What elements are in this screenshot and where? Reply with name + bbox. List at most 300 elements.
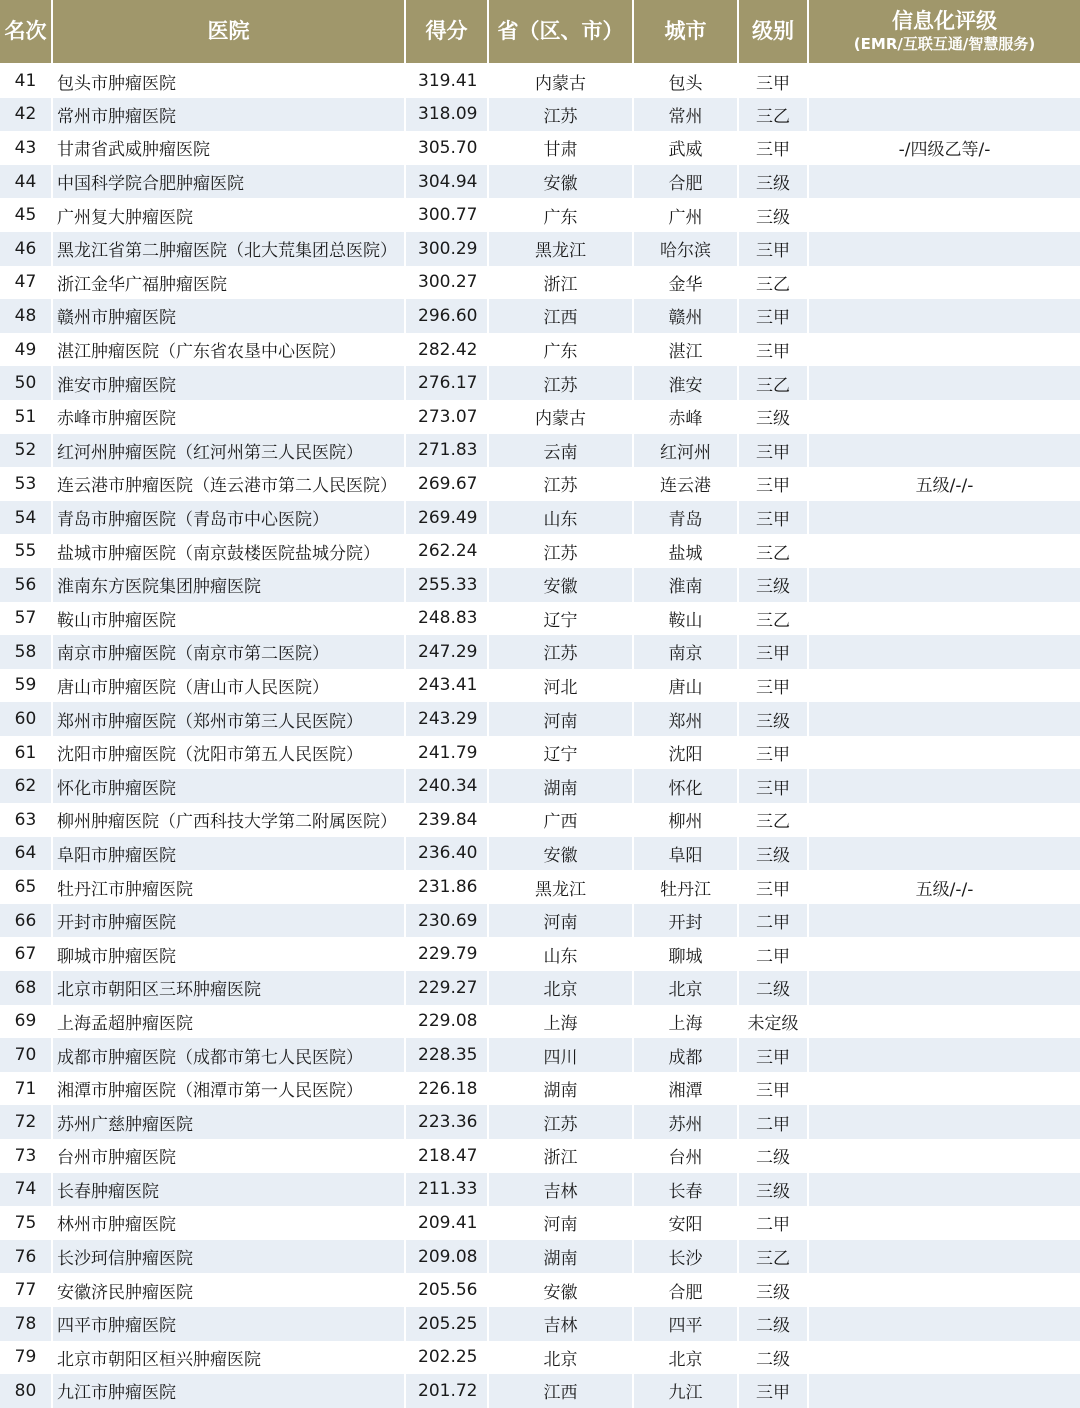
info-rating-cell <box>808 803 1080 837</box>
score-cell: 300.77 <box>405 198 488 232</box>
rank-cell: 70 <box>0 1038 52 1072</box>
table-row <box>0 299 1080 333</box>
table-row <box>0 1273 1080 1307</box>
info-rating-cell <box>808 971 1080 1005</box>
hospital-name-cell: 阜阳市肿瘤医院 <box>52 837 405 871</box>
province-cell: 黑龙江 <box>488 870 633 904</box>
score-cell: 226.18 <box>405 1072 488 1106</box>
hospital-name-cell: 甘肃省武威肿瘤医院 <box>52 131 405 165</box>
level-cell: 二级 <box>738 1307 808 1341</box>
rank-cell: 63 <box>0 803 52 837</box>
header-info-rating <box>808 0 1080 64</box>
level-cell: 三级 <box>738 165 808 199</box>
table-row <box>0 971 1080 1005</box>
table-row <box>0 1139 1080 1173</box>
header-hospital: 医院 <box>52 0 405 64</box>
level-cell: 三甲 <box>738 870 808 904</box>
score-cell: 304.94 <box>405 165 488 199</box>
rank-cell: 75 <box>0 1206 52 1240</box>
rank-cell: 47 <box>0 266 52 300</box>
info-rating-cell <box>808 1206 1080 1240</box>
info-rating-cell <box>808 1005 1080 1039</box>
rank-cell: 51 <box>0 400 52 434</box>
city-cell: 郑州 <box>633 702 738 736</box>
table-row <box>0 1206 1080 1240</box>
score-cell: 218.47 <box>405 1139 488 1173</box>
city-cell: 常州 <box>633 98 738 132</box>
rank-cell: 68 <box>0 971 52 1005</box>
info-rating-cell <box>808 1072 1080 1106</box>
table-row <box>0 937 1080 971</box>
info-rating-cell <box>808 736 1080 770</box>
rank-cell: 74 <box>0 1173 52 1207</box>
city-cell: 合肥 <box>633 165 738 199</box>
table-row <box>0 467 1080 501</box>
table-header <box>0 0 1080 64</box>
province-cell: 四川 <box>488 1038 633 1072</box>
city-cell: 连云港 <box>633 467 738 501</box>
header-province: 省（区、市） <box>488 0 633 64</box>
rank-cell: 64 <box>0 837 52 871</box>
table-row <box>0 434 1080 468</box>
table-body <box>0 64 1080 1408</box>
rank-cell: 50 <box>0 366 52 400</box>
score-cell: 205.25 <box>405 1307 488 1341</box>
info-rating-cell <box>808 937 1080 971</box>
hospital-name-cell: 盐城市肿瘤医院（南京鼓楼医院盐城分院） <box>52 534 405 568</box>
hospital-name-cell: 常州市肿瘤医院 <box>52 98 405 132</box>
city-cell: 怀化 <box>633 769 738 803</box>
table-row <box>0 366 1080 400</box>
info-rating-cell <box>808 64 1080 98</box>
score-cell: 228.35 <box>405 1038 488 1072</box>
rank-cell: 65 <box>0 870 52 904</box>
table-row <box>0 769 1080 803</box>
province-cell: 江西 <box>488 299 633 333</box>
info-rating-cell <box>808 904 1080 938</box>
score-cell: 319.41 <box>405 64 488 98</box>
score-cell: 241.79 <box>405 736 488 770</box>
score-cell: 276.17 <box>405 366 488 400</box>
info-rating-cell <box>808 1139 1080 1173</box>
rank-cell: 43 <box>0 131 52 165</box>
table-row <box>0 803 1080 837</box>
table-row <box>0 64 1080 98</box>
level-cell: 三甲 <box>738 669 808 703</box>
table-row <box>0 1173 1080 1207</box>
score-cell: 229.27 <box>405 971 488 1005</box>
score-cell: 209.08 <box>405 1240 488 1274</box>
city-cell: 淮安 <box>633 366 738 400</box>
level-cell: 三甲 <box>738 232 808 266</box>
score-cell: 229.79 <box>405 937 488 971</box>
province-cell: 广东 <box>488 198 633 232</box>
level-cell: 三级 <box>738 837 808 871</box>
info-rating-cell <box>808 1374 1080 1408</box>
hospital-name-cell: 湛江肿瘤医院（广东省农垦中心医院） <box>52 333 405 367</box>
table-row <box>0 870 1080 904</box>
hospital-name-cell: 林州市肿瘤医院 <box>52 1206 405 1240</box>
table-row <box>0 98 1080 132</box>
province-cell: 山东 <box>488 937 633 971</box>
province-cell: 江苏 <box>488 467 633 501</box>
hospital-name-cell: 牡丹江市肿瘤医院 <box>52 870 405 904</box>
city-cell: 包头 <box>633 64 738 98</box>
province-cell: 安徽 <box>488 165 633 199</box>
table-row <box>0 635 1080 669</box>
table-row <box>0 1341 1080 1375</box>
hospital-name-cell: 连云港市肿瘤医院（连云港市第二人民医院） <box>52 467 405 501</box>
city-cell: 湘潭 <box>633 1072 738 1106</box>
level-cell: 三级 <box>738 568 808 602</box>
score-cell: 296.60 <box>405 299 488 333</box>
rank-cell: 53 <box>0 467 52 501</box>
province-cell: 上海 <box>488 1005 633 1039</box>
province-cell: 内蒙古 <box>488 400 633 434</box>
city-cell: 北京 <box>633 971 738 1005</box>
hospital-name-cell: 赤峰市肿瘤医院 <box>52 400 405 434</box>
rank-cell: 71 <box>0 1072 52 1106</box>
score-cell: 247.29 <box>405 635 488 669</box>
level-cell: 二甲 <box>738 904 808 938</box>
level-cell: 三甲 <box>738 64 808 98</box>
hospital-name-cell: 中国科学院合肥肿瘤医院 <box>52 165 405 199</box>
hospital-name-cell: 四平市肿瘤医院 <box>52 1307 405 1341</box>
hospital-name-cell: 郑州市肿瘤医院（郑州市第三人民医院） <box>52 702 405 736</box>
table-row <box>0 266 1080 300</box>
hospital-name-cell: 怀化市肿瘤医院 <box>52 769 405 803</box>
score-cell: 271.83 <box>405 434 488 468</box>
province-cell: 黑龙江 <box>488 232 633 266</box>
info-rating-cell <box>808 266 1080 300</box>
level-cell: 三乙 <box>738 266 808 300</box>
rank-cell: 61 <box>0 736 52 770</box>
info-rating-cell <box>808 1341 1080 1375</box>
rank-cell: 60 <box>0 702 52 736</box>
info-rating-cell <box>808 1038 1080 1072</box>
rank-cell: 72 <box>0 1105 52 1139</box>
info-rating-cell <box>808 568 1080 602</box>
rank-cell: 80 <box>0 1374 52 1408</box>
level-cell: 三甲 <box>738 1072 808 1106</box>
hospital-name-cell: 成都市肿瘤医院（成都市第七人民医院） <box>52 1038 405 1072</box>
table-row <box>0 232 1080 266</box>
info-rating-cell <box>808 165 1080 199</box>
province-cell: 浙江 <box>488 1139 633 1173</box>
city-cell: 成都 <box>633 1038 738 1072</box>
hospital-name-cell: 九江市肿瘤医院 <box>52 1374 405 1408</box>
score-cell: 231.86 <box>405 870 488 904</box>
info-rating-cell <box>808 1307 1080 1341</box>
info-rating-cell <box>808 669 1080 703</box>
table-row <box>0 1072 1080 1106</box>
province-cell: 内蒙古 <box>488 64 633 98</box>
table-row <box>0 602 1080 636</box>
city-cell: 柳州 <box>633 803 738 837</box>
rank-cell: 54 <box>0 501 52 535</box>
city-cell: 苏州 <box>633 1105 738 1139</box>
rank-cell: 78 <box>0 1307 52 1341</box>
level-cell: 三乙 <box>738 803 808 837</box>
rank-cell: 69 <box>0 1005 52 1039</box>
province-cell: 安徽 <box>488 1273 633 1307</box>
info-rating-cell <box>808 434 1080 468</box>
table-row <box>0 501 1080 535</box>
level-cell: 三乙 <box>738 98 808 132</box>
hospital-name-cell: 聊城市肿瘤医院 <box>52 937 405 971</box>
score-cell: 202.25 <box>405 1341 488 1375</box>
score-cell: 223.36 <box>405 1105 488 1139</box>
city-cell: 九江 <box>633 1374 738 1408</box>
score-cell: 300.29 <box>405 232 488 266</box>
province-cell: 江苏 <box>488 534 633 568</box>
hospital-name-cell: 淮南东方医院集团肿瘤医院 <box>52 568 405 602</box>
level-cell: 二甲 <box>738 1206 808 1240</box>
info-rating-cell: 五级/-/- <box>808 467 1080 501</box>
info-rating-cell <box>808 702 1080 736</box>
province-cell: 江苏 <box>488 1105 633 1139</box>
hospital-name-cell: 包头市肿瘤医院 <box>52 64 405 98</box>
level-cell: 二级 <box>738 1139 808 1173</box>
province-cell: 浙江 <box>488 266 633 300</box>
level-cell: 三甲 <box>738 1374 808 1408</box>
city-cell: 赣州 <box>633 299 738 333</box>
hospital-name-cell: 黑龙江省第二肿瘤医院（北大荒集团总医院） <box>52 232 405 266</box>
info-rating-cell <box>808 501 1080 535</box>
city-cell: 盐城 <box>633 534 738 568</box>
info-rating-cell <box>808 1173 1080 1207</box>
rank-cell: 79 <box>0 1341 52 1375</box>
info-rating-cell <box>808 299 1080 333</box>
city-cell: 四平 <box>633 1307 738 1341</box>
province-cell: 山东 <box>488 501 633 535</box>
hospital-name-cell: 沈阳市肿瘤医院（沈阳市第五人民医院） <box>52 736 405 770</box>
city-cell: 金华 <box>633 266 738 300</box>
city-cell: 唐山 <box>633 669 738 703</box>
table-row <box>0 333 1080 367</box>
hospital-name-cell: 浙江金华广福肿瘤医院 <box>52 266 405 300</box>
province-cell: 安徽 <box>488 568 633 602</box>
table-row <box>0 736 1080 770</box>
city-cell: 青岛 <box>633 501 738 535</box>
table-row <box>0 165 1080 199</box>
level-cell: 三甲 <box>738 467 808 501</box>
table-row <box>0 1005 1080 1039</box>
city-cell: 广州 <box>633 198 738 232</box>
province-cell: 北京 <box>488 971 633 1005</box>
hospital-name-cell: 淮安市肿瘤医院 <box>52 366 405 400</box>
header-row <box>0 0 1080 64</box>
city-cell: 赤峰 <box>633 400 738 434</box>
level-cell: 三甲 <box>738 434 808 468</box>
city-cell: 鞍山 <box>633 602 738 636</box>
score-cell: 269.67 <box>405 467 488 501</box>
city-cell: 聊城 <box>633 937 738 971</box>
city-cell: 沈阳 <box>633 736 738 770</box>
info-rating-cell <box>808 98 1080 132</box>
hospital-name-cell: 台州市肿瘤医院 <box>52 1139 405 1173</box>
rank-cell: 45 <box>0 198 52 232</box>
level-cell: 二级 <box>738 1341 808 1375</box>
rank-cell: 42 <box>0 98 52 132</box>
hospital-name-cell: 北京市朝阳区三环肿瘤医院 <box>52 971 405 1005</box>
header-rank: 名次 <box>0 0 52 64</box>
city-cell: 阜阳 <box>633 837 738 871</box>
province-cell: 北京 <box>488 1341 633 1375</box>
level-cell: 三级 <box>738 1273 808 1307</box>
level-cell: 三甲 <box>738 635 808 669</box>
score-cell: 243.41 <box>405 669 488 703</box>
table-row <box>0 400 1080 434</box>
city-cell: 安阳 <box>633 1206 738 1240</box>
rank-cell: 46 <box>0 232 52 266</box>
level-cell: 三乙 <box>738 534 808 568</box>
table-row <box>0 1240 1080 1274</box>
rank-cell: 77 <box>0 1273 52 1307</box>
city-cell: 上海 <box>633 1005 738 1039</box>
hospital-name-cell: 开封市肿瘤医院 <box>52 904 405 938</box>
level-cell: 三级 <box>738 400 808 434</box>
info-rating-cell <box>808 333 1080 367</box>
rank-cell: 52 <box>0 434 52 468</box>
rank-cell: 56 <box>0 568 52 602</box>
level-cell: 三乙 <box>738 602 808 636</box>
province-cell: 河南 <box>488 904 633 938</box>
rank-cell: 73 <box>0 1139 52 1173</box>
province-cell: 河南 <box>488 702 633 736</box>
table-row <box>0 131 1080 165</box>
hospital-name-cell: 南京市肿瘤医院（南京市第二医院） <box>52 635 405 669</box>
rank-cell: 58 <box>0 635 52 669</box>
rank-cell: 44 <box>0 165 52 199</box>
level-cell: 二甲 <box>738 1105 808 1139</box>
table-row <box>0 1038 1080 1072</box>
province-cell: 湖南 <box>488 1072 633 1106</box>
level-cell: 三级 <box>738 1173 808 1207</box>
rank-cell: 41 <box>0 64 52 98</box>
rank-cell: 49 <box>0 333 52 367</box>
info-rating-cell: -/四级乙等/- <box>808 131 1080 165</box>
header-level: 级别 <box>738 0 808 64</box>
city-cell: 红河州 <box>633 434 738 468</box>
province-cell: 江苏 <box>488 366 633 400</box>
info-rating-cell <box>808 635 1080 669</box>
hospital-name-cell: 长春肿瘤医院 <box>52 1173 405 1207</box>
level-cell: 三级 <box>738 702 808 736</box>
province-cell: 湖南 <box>488 1240 633 1274</box>
hospital-name-cell: 红河州肿瘤医院（红河州第三人民医院） <box>52 434 405 468</box>
province-cell: 河南 <box>488 1206 633 1240</box>
city-cell: 南京 <box>633 635 738 669</box>
rank-cell: 67 <box>0 937 52 971</box>
info-rating-cell <box>808 769 1080 803</box>
score-cell: 201.72 <box>405 1374 488 1408</box>
province-cell: 安徽 <box>488 837 633 871</box>
hospital-name-cell: 柳州肿瘤医院（广西科技大学第二附属医院） <box>52 803 405 837</box>
rank-cell: 66 <box>0 904 52 938</box>
info-rating-cell <box>808 232 1080 266</box>
info-rating-cell <box>808 1240 1080 1274</box>
hospital-name-cell: 唐山市肿瘤医院（唐山市人民医院） <box>52 669 405 703</box>
province-cell: 江苏 <box>488 98 633 132</box>
city-cell: 哈尔滨 <box>633 232 738 266</box>
level-cell: 三甲 <box>738 333 808 367</box>
score-cell: 239.84 <box>405 803 488 837</box>
info-rating-cell <box>808 198 1080 232</box>
score-cell: 211.33 <box>405 1173 488 1207</box>
level-cell: 三甲 <box>738 769 808 803</box>
hospital-name-cell: 北京市朝阳区桓兴肿瘤医院 <box>52 1341 405 1375</box>
hospital-name-cell: 广州复大肿瘤医院 <box>52 198 405 232</box>
score-cell: 262.24 <box>405 534 488 568</box>
table-row <box>0 1307 1080 1341</box>
level-cell: 三级 <box>738 198 808 232</box>
city-cell: 开封 <box>633 904 738 938</box>
score-cell: 248.83 <box>405 602 488 636</box>
level-cell: 三乙 <box>738 1240 808 1274</box>
score-cell: 240.34 <box>405 769 488 803</box>
score-cell: 305.70 <box>405 131 488 165</box>
score-cell: 269.49 <box>405 501 488 535</box>
info-rating-cell <box>808 366 1080 400</box>
hospital-name-cell: 苏州广慈肿瘤医院 <box>52 1105 405 1139</box>
level-cell: 三甲 <box>738 1038 808 1072</box>
hospital-name-cell: 鞍山市肿瘤医院 <box>52 602 405 636</box>
province-cell: 甘肃 <box>488 131 633 165</box>
province-cell: 辽宁 <box>488 736 633 770</box>
table-row <box>0 198 1080 232</box>
city-cell: 淮南 <box>633 568 738 602</box>
table-row <box>0 702 1080 736</box>
hospital-name-cell: 湘潭市肿瘤医院（湘潭市第一人民医院） <box>52 1072 405 1106</box>
province-cell: 湖南 <box>488 769 633 803</box>
city-cell: 武威 <box>633 131 738 165</box>
level-cell: 三乙 <box>738 366 808 400</box>
city-cell: 牡丹江 <box>633 870 738 904</box>
city-cell: 湛江 <box>633 333 738 367</box>
rank-cell: 59 <box>0 669 52 703</box>
province-cell: 江西 <box>488 1374 633 1408</box>
level-cell: 三甲 <box>738 736 808 770</box>
table-row <box>0 1105 1080 1139</box>
hospital-name-cell: 上海孟超肿瘤医院 <box>52 1005 405 1039</box>
table-row <box>0 904 1080 938</box>
score-cell: 282.42 <box>405 333 488 367</box>
hospital-name-cell: 赣州市肿瘤医院 <box>52 299 405 333</box>
score-cell: 243.29 <box>405 702 488 736</box>
hospital-name-cell: 安徽济民肿瘤医院 <box>52 1273 405 1307</box>
table-row <box>0 1374 1080 1408</box>
score-cell: 205.56 <box>405 1273 488 1307</box>
province-cell: 广东 <box>488 333 633 367</box>
city-cell: 北京 <box>633 1341 738 1375</box>
province-cell: 江苏 <box>488 635 633 669</box>
table-row <box>0 837 1080 871</box>
header-score: 得分 <box>405 0 488 64</box>
level-cell: 三甲 <box>738 299 808 333</box>
info-rating-cell <box>808 602 1080 636</box>
header-info-title: 信息化评级 <box>892 9 997 34</box>
header-city: 城市 <box>633 0 738 64</box>
info-rating-cell <box>808 400 1080 434</box>
score-cell: 229.08 <box>405 1005 488 1039</box>
city-cell: 长沙 <box>633 1240 738 1274</box>
rank-cell: 48 <box>0 299 52 333</box>
info-rating-cell <box>808 1273 1080 1307</box>
level-cell: 二甲 <box>738 937 808 971</box>
info-rating-cell <box>808 1105 1080 1139</box>
level-cell: 二级 <box>738 971 808 1005</box>
